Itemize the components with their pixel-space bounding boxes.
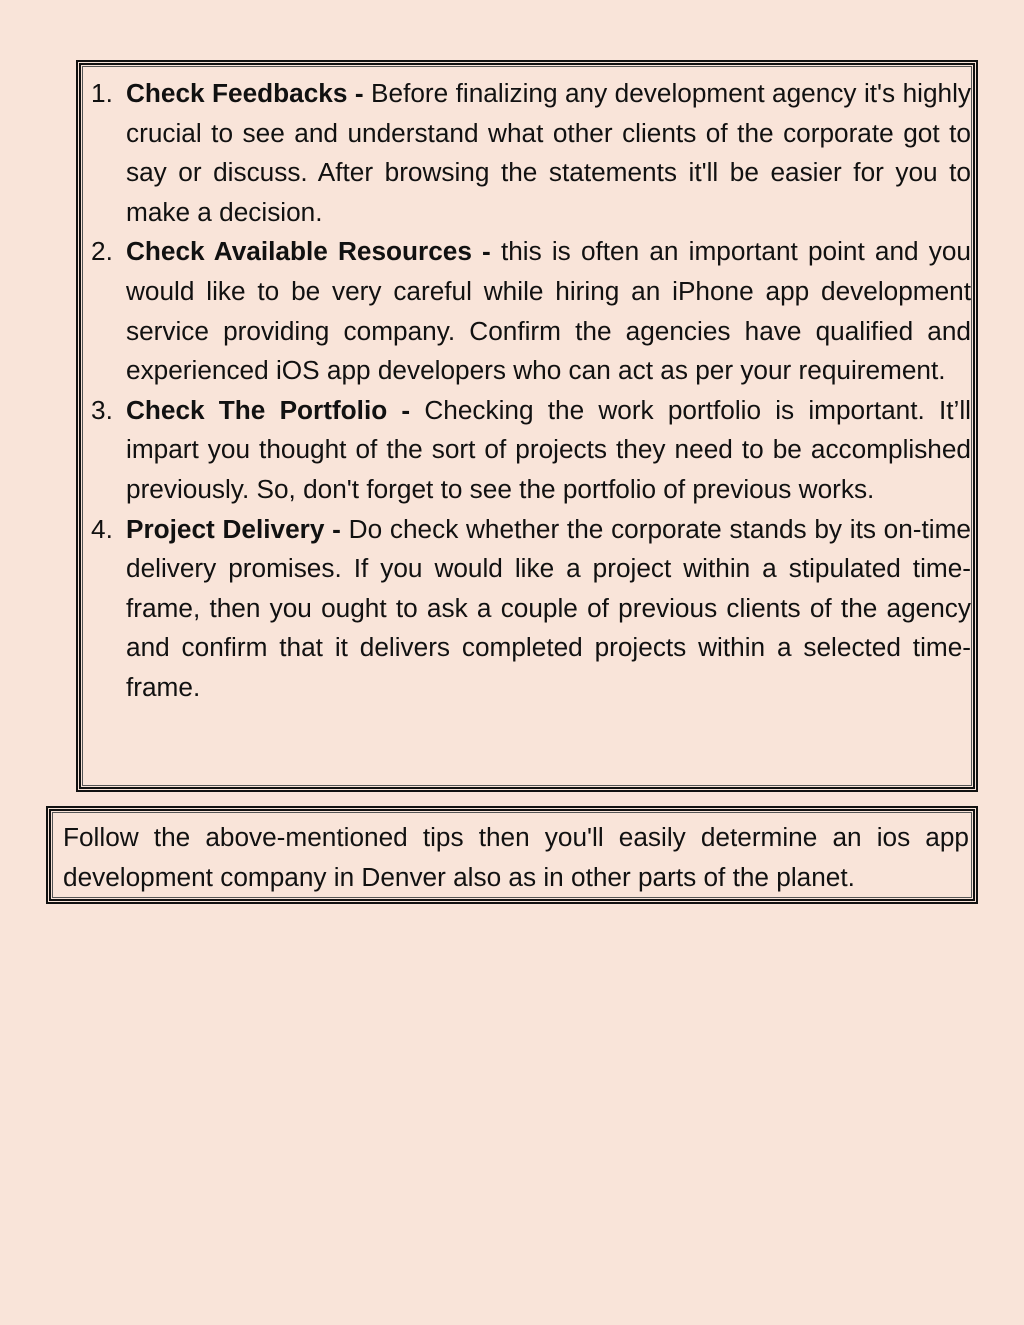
tips-box (76, 60, 978, 792)
item-number: 1. (91, 78, 113, 108)
list-item (91, 232, 971, 390)
summary-text: Follow the above-mentioned tips then you'll easily determine an ios app development company in Denver also as in other parts of the planet. (63, 822, 969, 892)
item-title: Project Delivery - (126, 513, 341, 544)
item-text: Checking the work portfolio is important. It’ll impart you thought of the sort of projects they need to be accomplished previously. So, don't forget to see the portfolio of previous works. (126, 394, 971, 504)
summary-box (46, 806, 978, 904)
item-number: 2. (91, 236, 113, 267)
item-number: 3. (91, 394, 113, 425)
item-title: Check Feedbacks - (126, 78, 364, 108)
item-text: Do check whether the corporate stands by its on-time delivery promises. If you would like a project within a stipulated time-frame, then you ought to ask a couple of previous clients of the agency and confirm that it delivers completed projects within a selected time-frame. (126, 513, 971, 702)
list-item (91, 74, 971, 232)
list-item (91, 391, 971, 510)
list-item (91, 510, 971, 708)
item-text: this is often an important point and you would like to be very careful while hiring an iPhone app development service providing company. Confirm the agencies have qualified and experienced iOS app developers who can act as per your requirement. (126, 236, 971, 386)
item-number: 4. (91, 513, 113, 544)
item-title: Check Available Resources - (126, 236, 491, 267)
tips-list (91, 74, 971, 708)
item-title: Check The Portfolio - (126, 394, 411, 425)
item-text: Before finalizing any development agency it's highly crucial to see and understand what other clients of the corporate got to say or discuss. After browsing the statements it'll be easier for you to make a decision. (126, 78, 972, 227)
